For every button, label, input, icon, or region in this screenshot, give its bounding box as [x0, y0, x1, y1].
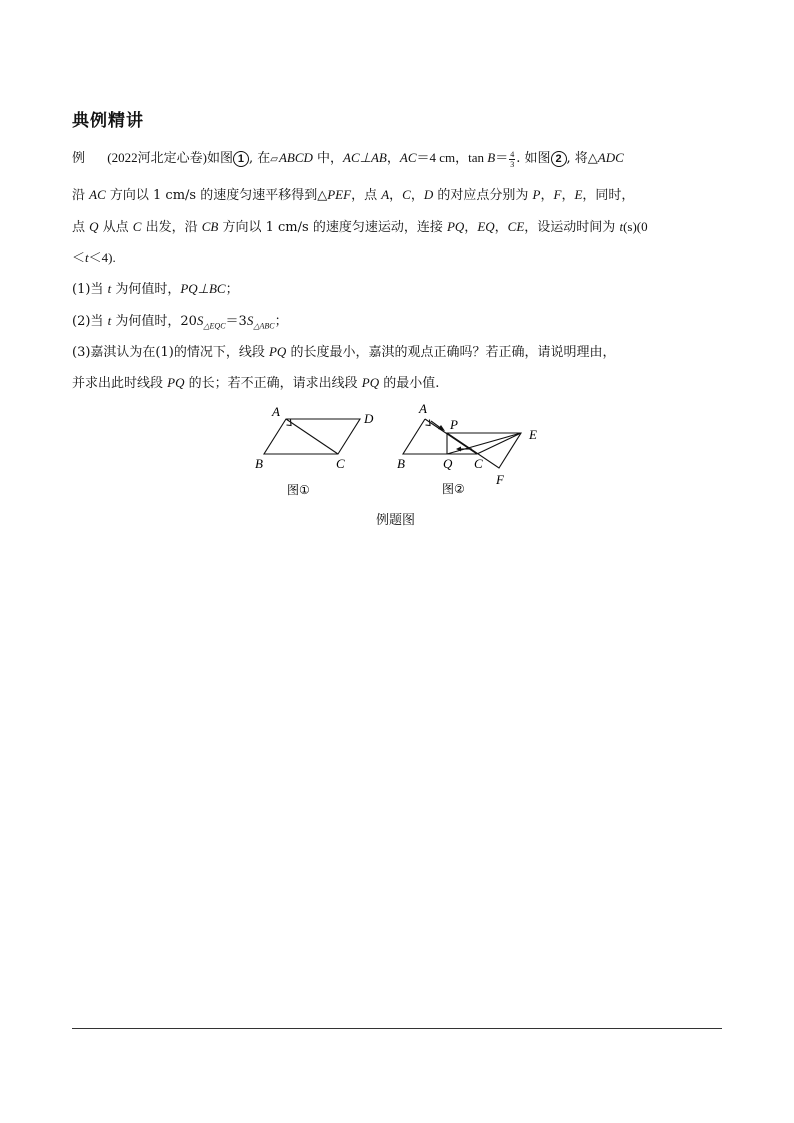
point-label-d: D [364, 411, 374, 426]
footer-divider [72, 1028, 722, 1029]
figure-1-ref: 1 [233, 151, 249, 167]
point-label-p: P [450, 417, 458, 432]
figure-2-label: 图② [442, 482, 465, 496]
point-label-a: A [419, 401, 427, 416]
problem-line-3: 点 Q 从点 C 出发，沿 CB 方向以 1 cm/s 的速度匀速运动，连接 PQ，EQ，CE，设运动时间为 t(s)(0 [72, 219, 648, 235]
problem-label: 例 [72, 151, 86, 166]
point-label-b: B [255, 456, 263, 471]
fraction-4-3: $\frac{4}{3}$ [510, 150, 515, 169]
point-label-a: A [272, 404, 280, 419]
point-label-c: C [336, 456, 345, 471]
diagonal-ac [286, 419, 338, 454]
figure-2-diagram [390, 398, 550, 502]
point-label-f: F [496, 472, 504, 487]
point-label-b: B [397, 456, 405, 471]
point-label-e: E [529, 427, 537, 442]
figure-2-ref: 2 [551, 151, 567, 167]
question-2: (2)当 t 为何值时，$20S_{\triangle EQC}=3S_{\triangle ABC}$； [72, 313, 288, 331]
figure-1-diagram [250, 402, 390, 502]
question-3-line-1: (3)嘉淇认为在(1)的情况下，线段 PQ 的长度最小，嘉淇的观点正确吗？若正确，请说明理由， [72, 344, 616, 360]
parallelogram-icon: ▱ [270, 154, 278, 165]
question-1: (1)当 t 为何值时，PQ⊥BC； [72, 281, 239, 297]
problem-line-2: 沿 AC 方向以 1 cm/s 的速度匀速平移得到△PEF，点 A，C，D 的对应点分别为 P，F，E，同时， [72, 187, 635, 203]
figure-1-label: 图① [287, 483, 310, 497]
problem-line-1: 例 (2022河北定心卷)如图 1 , 在▱ABCD 中，AC⊥AB，AC＝4 cm，tan B＝ $\frac{4}{3}$ . 如图 2 , 将△ADC [72, 150, 624, 169]
point-label-q: Q [443, 456, 453, 471]
figure-caption: 例题图 [376, 513, 416, 528]
problem-source: (2022河北定心卷) [107, 150, 207, 165]
problem-line-4: ＜t＜4). [72, 250, 116, 266]
section-heading: 典例精讲 [72, 111, 144, 131]
question-3-line-2: 并求出此时线段 PQ 的长；若不正确，请求出线段 PQ 的最小值. [72, 375, 440, 391]
point-label-c: C [474, 456, 483, 471]
